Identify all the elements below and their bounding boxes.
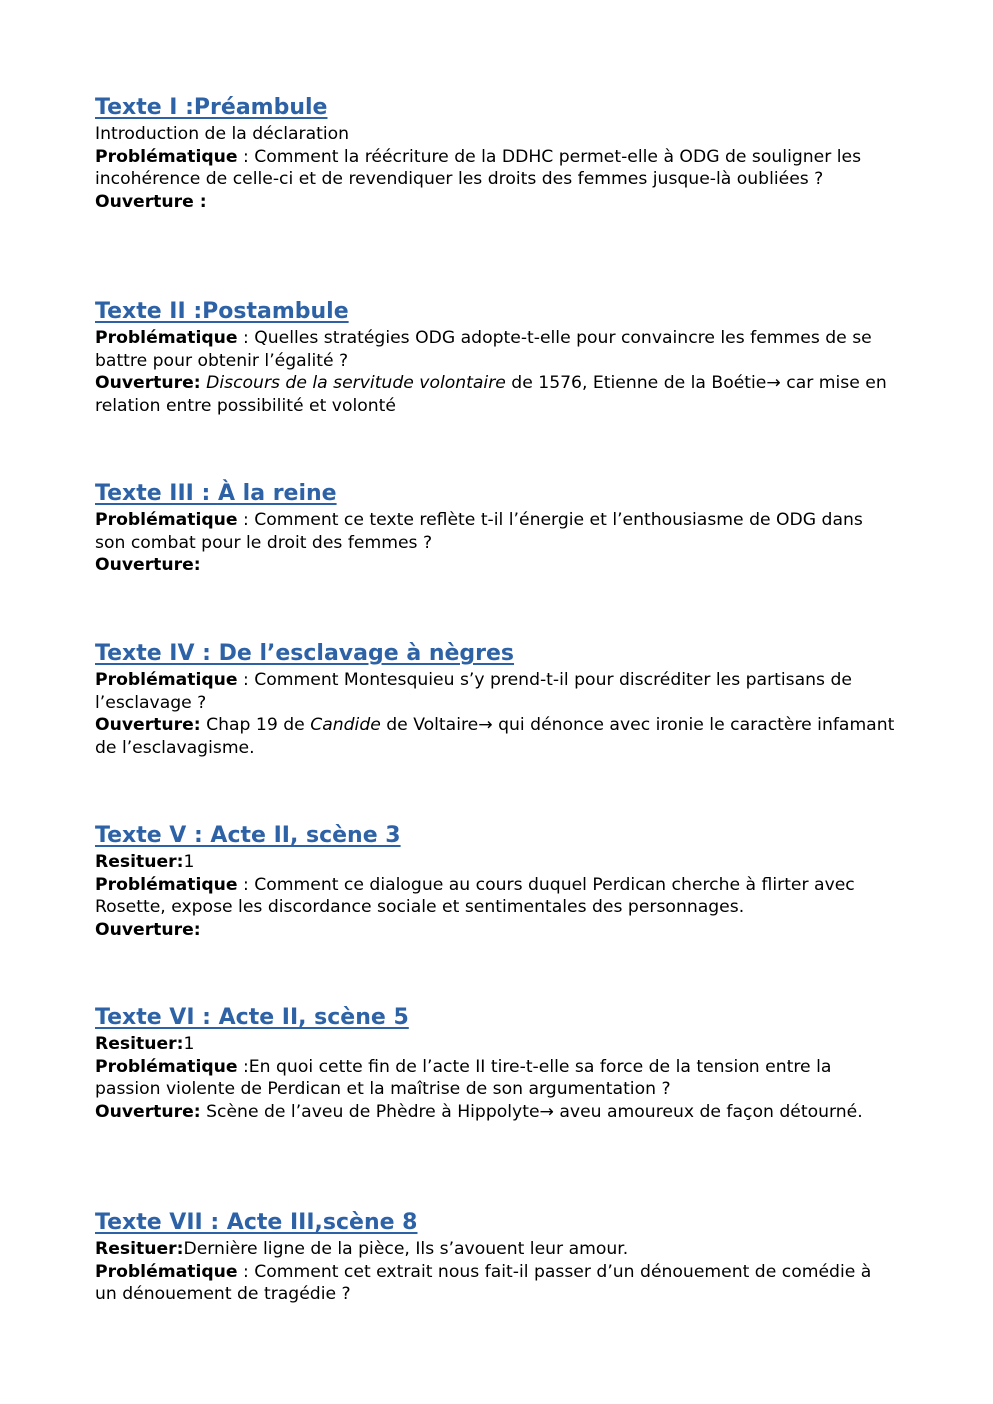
problematique-line — [95, 1261, 895, 1306]
ouverture-line — [95, 1101, 895, 1124]
resituer-label: Resituer: — [95, 1239, 184, 1259]
ouverture-label: Ouverture: — [95, 919, 201, 940]
section-texte-6 — [95, 1003, 895, 1123]
resituer-text: 1 — [183, 852, 195, 872]
ouverture-text: de Voltaire→ qui dénonce avec ironie le caractère infamant de l’esclavagisme. — [95, 715, 895, 758]
problematique-label: Problématique — [95, 328, 238, 348]
resituer-line — [95, 1033, 895, 1056]
section-title: Texte I :Préambule — [95, 95, 328, 120]
resituer-line — [95, 851, 895, 874]
ouverture-line — [95, 714, 895, 759]
section-title: Texte IV : De l’esclavage à nègres — [95, 641, 515, 666]
problematique-text: : Comment cet extrait nous fait-il passer d’un dénouement de comédie à un dénouement de tragédie ? — [95, 1261, 872, 1304]
problematique-label: Problématique — [95, 510, 238, 530]
ouverture-text: Scène de l’aveu de Phèdre à Hippolyte→ aveu amoureux de façon détourné. — [200, 1101, 863, 1122]
problematique-label: Problématique — [95, 146, 238, 167]
ouverture-label: Ouverture: — [95, 715, 201, 735]
section-title: Texte VII : Acte III,scène 8 — [95, 1210, 418, 1235]
ouverture-line — [95, 372, 895, 417]
problematique-text: : Comment Montesquieu s’y prend-t-il pour discréditer les partisans de l’esclavage ? — [95, 670, 852, 713]
problematique-label: Problématique — [95, 1056, 238, 1077]
problematique-line — [95, 327, 895, 372]
section-title: Texte VI : Acte II, scène 5 — [95, 1005, 409, 1030]
document-page — [95, 93, 895, 1304]
problematique-line — [95, 509, 895, 554]
section-texte-3 — [95, 479, 895, 577]
section-texte-2 — [95, 297, 895, 417]
section-texte-7 — [95, 1208, 895, 1306]
ouverture-italic-title: Candide — [310, 715, 381, 735]
resituer-line — [95, 1238, 895, 1261]
problematique-line — [95, 146, 895, 191]
ouverture-label: Ouverture: — [95, 555, 201, 575]
resituer-text: 1 — [183, 1034, 195, 1054]
problematique-text: : Comment ce dialogue au cours duquel Perdican cherche à flirter avec Rosette, expose les discordance sociale et sentimentales des personnages. — [95, 874, 855, 917]
ouverture-line — [95, 554, 895, 577]
resituer-label: Resituer: — [95, 1034, 184, 1054]
section-texte-5 — [95, 821, 895, 941]
ouverture-text: de 1576, Etienne de la Boétie→ car mise en relation entre possibilité et volonté — [95, 373, 887, 416]
problematique-label: Problématique — [95, 1261, 238, 1282]
intro-line: Introduction de la déclaration — [95, 124, 350, 144]
ouverture-line — [95, 191, 895, 214]
section-texte-1 — [95, 93, 895, 213]
section-title: Texte III : À la reine — [95, 481, 337, 506]
section-title: Texte II :Postambule — [95, 299, 349, 324]
resituer-text: Dernière ligne de la pièce, Ils s’avouent leur amour. — [183, 1239, 629, 1259]
section-texte-4 — [95, 639, 895, 759]
ouverture-pre: Chap 19 de — [200, 715, 311, 735]
problematique-text: : Comment ce texte reflète t-il l’énergie et l’enthousiasme de ODG dans son combat pour le droit des femmes ? — [95, 510, 863, 553]
problematique-label: Problématique — [95, 670, 238, 690]
ouverture-line — [95, 919, 895, 942]
ouverture-label: Ouverture : — [95, 191, 207, 212]
problematique-label: Problématique — [95, 874, 238, 895]
problematique-line — [95, 1056, 895, 1101]
resituer-label: Resituer: — [95, 852, 184, 872]
problematique-line — [95, 669, 895, 714]
ouverture-label: Ouverture: — [95, 373, 201, 393]
section-title: Texte V : Acte II, scène 3 — [95, 823, 401, 848]
ouverture-italic-title: Discours de la servitude volontaire — [206, 373, 506, 393]
ouverture-label: Ouverture: — [95, 1101, 201, 1122]
problematique-text: :En quoi cette fin de l’acte II tire-t-elle sa force de la tension entre la passion violente de Perdican et la maîtrise de son argumentation ? — [95, 1056, 832, 1099]
problematique-line — [95, 874, 895, 919]
problematique-text: : Quelles stratégies ODG adopte-t-elle pour convaincre les femmes de se battre pour obtenir l’égalité ? — [95, 328, 872, 371]
problematique-text: : Comment la réécriture de la DDHC permet-elle à ODG de souligner les incohérence de celle-ci et de revendiquer les droits des femmes jusque-là oubliées ? — [95, 146, 862, 189]
